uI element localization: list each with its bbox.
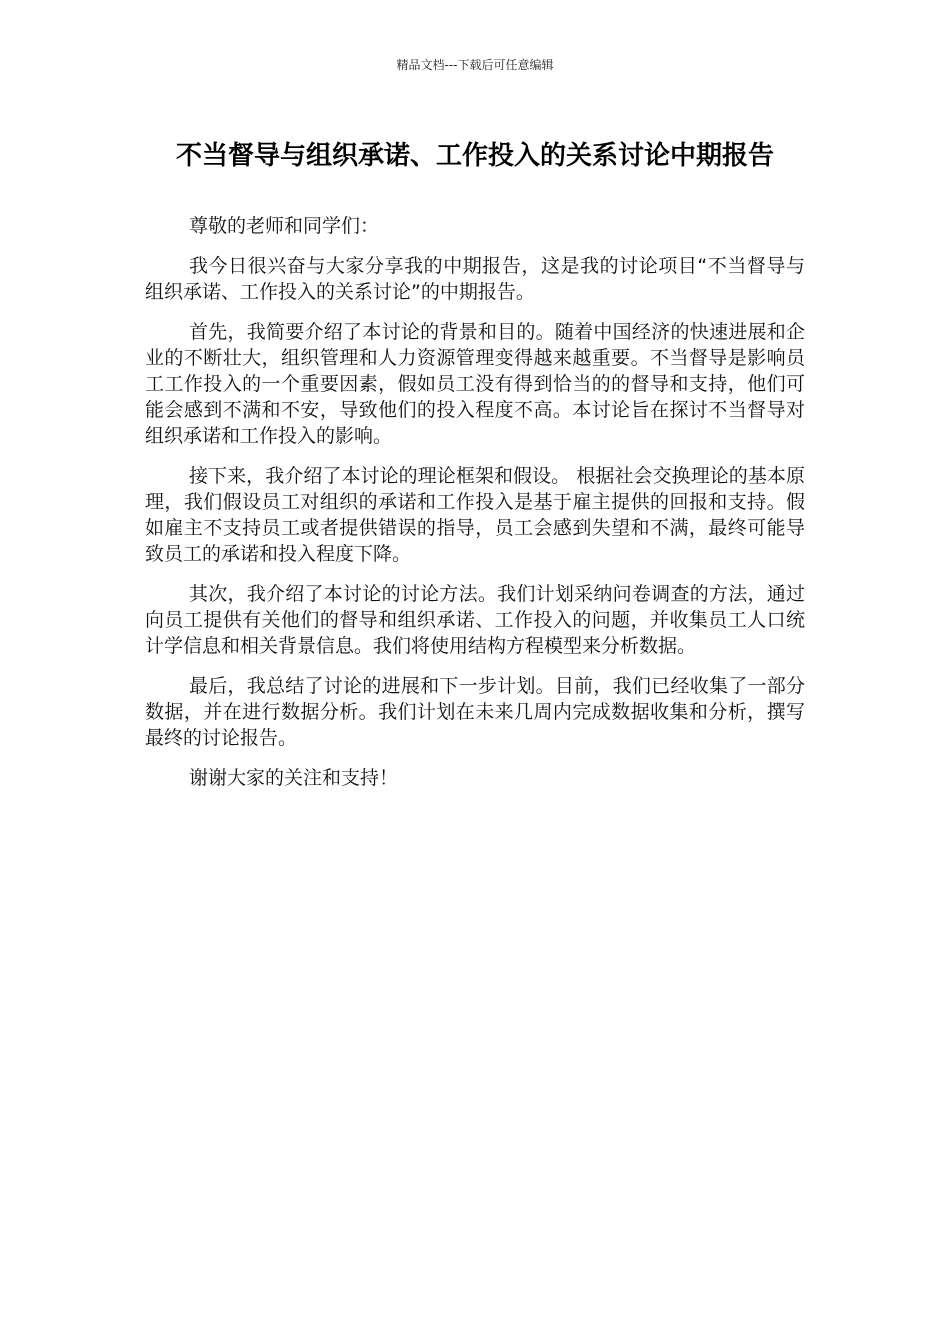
paragraph-method: 其次，我介绍了本讨论的讨论方法。我们计划采纳问卷调查的方法，通过向员工提供有关他们的督导和组织承诺、工作投入的问题，并收集员工人口统计学信息和相关背景信息。我们将使用结构方程模型来分析数据。 (145, 583, 805, 657)
document-title: 不当督导与组织承诺、工作投入的关系讨论中期报告 (175, 141, 774, 171)
paragraph-progress: 最后，我总结了讨论的进展和下一步计划。目前，我们已经收集了一部分数据，并在进行数据分析。我们计划在未来几周内完成数据收集和分析，撰写最终的讨论报告。 (145, 675, 805, 749)
header-note: 精品文档---下载后可任意编辑 (396, 58, 554, 72)
paragraph-thanks: 谢谢大家的关注和支持！ (189, 767, 399, 789)
document-body (145, 213, 805, 805)
paragraph-intro: 我今日很兴奋与大家分享我的中期报告，这是我的讨论项目“不当督导与组织承诺、工作投入的关系讨论”的中期报告。 (145, 255, 805, 303)
paragraph-background: 首先，我简要介绍了本讨论的背景和目的。随着中国经济的快速进展和企业的不断壮大，组织管理和人力资源管理变得越来越重要。不当督导是影响员工工作投入的一个重要因素，假如员工没有得到恰当的的督导和支持，他们可能会感到不满和不安，导致他们的投入程度不高。本讨论旨在探讨不当督导对组织承诺和工作投入的影响。 (145, 321, 805, 447)
paragraph-framework: 接下来，我介绍了本讨论的理论框架和假设。 根据社会交换理论的基本原理，我们假设员工对组织的承诺和工作投入是基于雇主提供的回报和支持。假如雇主不支持员工或者提供错误的指导，员工会感到失望和不满，最终可能导致员工的承诺和投入程度下降。 (145, 465, 805, 565)
paragraph-greeting: 尊敬的老师和同学们： (189, 215, 380, 237)
